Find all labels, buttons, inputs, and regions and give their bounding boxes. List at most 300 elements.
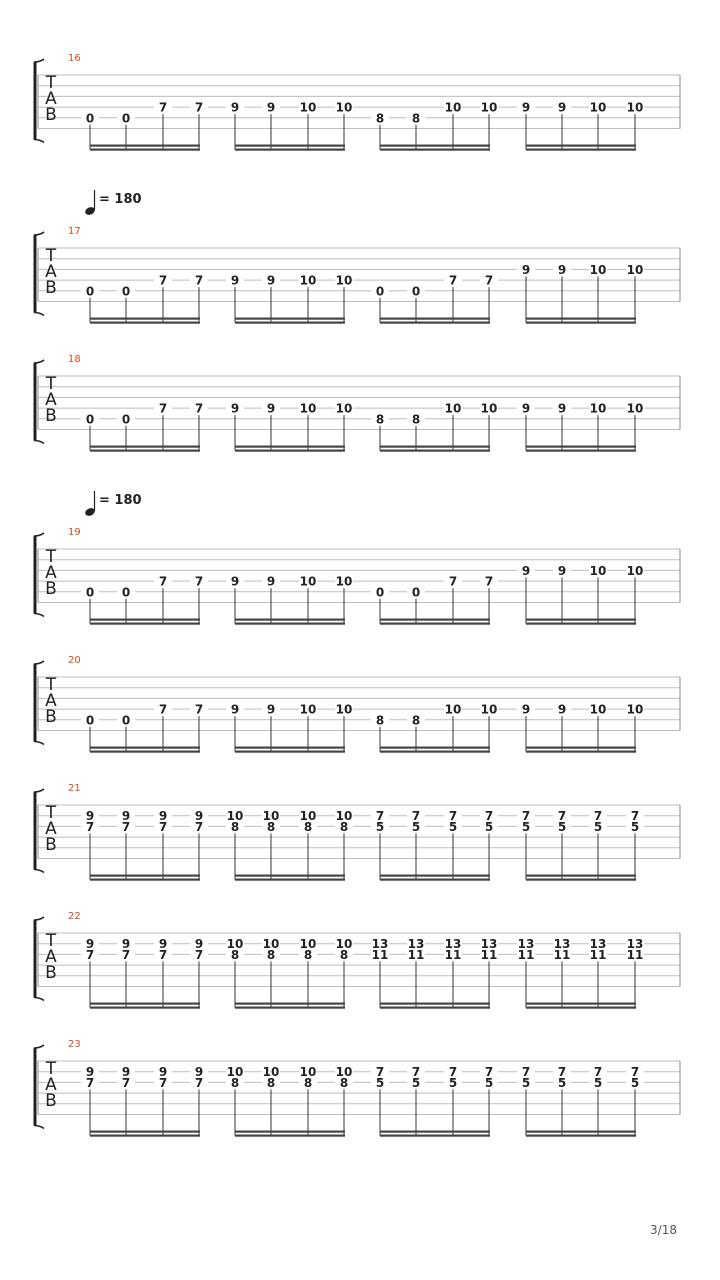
- fret-number: 8: [266, 819, 276, 834]
- fret-number: 8: [339, 1075, 349, 1090]
- bracket-top-hook: [34, 661, 44, 664]
- fret-number: 7: [85, 947, 95, 962]
- fret-number: 8: [339, 819, 349, 834]
- beam: [380, 1131, 490, 1133]
- fret-number: 10: [262, 937, 280, 952]
- beam: [235, 450, 345, 452]
- tab-letter-a: A: [45, 947, 57, 967]
- fret-number: 13: [553, 937, 571, 952]
- tab-system-18: [34, 354, 680, 452]
- bracket-top-hook: [34, 1045, 44, 1048]
- tab-letter-a: A: [45, 563, 57, 583]
- fret-number: 5: [411, 1075, 421, 1090]
- measure-number: 18: [68, 354, 81, 365]
- measure-number: 21: [68, 783, 81, 794]
- beam: [90, 1007, 200, 1009]
- fret-number: 9: [230, 100, 240, 115]
- fret-number: 7: [158, 819, 168, 834]
- fret-number: 9: [121, 809, 131, 824]
- fret-number: 5: [484, 1075, 494, 1090]
- fret-number: 7: [158, 947, 168, 962]
- bracket-bottom-hook: [34, 441, 44, 444]
- fret-number: 0: [85, 284, 95, 299]
- beam: [90, 322, 200, 324]
- fret-number: 9: [158, 1065, 168, 1080]
- beam: [90, 875, 200, 877]
- tab-system-17: [34, 226, 680, 324]
- fret-number: 0: [85, 111, 95, 126]
- bracket-bottom-hook: [34, 998, 44, 1001]
- fret-number: 9: [557, 262, 567, 277]
- fret-number: 10: [335, 937, 353, 952]
- beam: [380, 619, 490, 621]
- fret-number: 10: [626, 563, 644, 578]
- tab-letter-a: A: [45, 390, 57, 410]
- fret-number: 10: [335, 809, 353, 824]
- fret-number: 7: [484, 1065, 494, 1080]
- fret-number: 10: [335, 401, 353, 416]
- fret-number: 11: [626, 947, 644, 962]
- fret-number: 7: [448, 1065, 458, 1080]
- beam: [380, 623, 490, 625]
- fret-number: 9: [194, 937, 204, 952]
- beam: [526, 747, 636, 749]
- fret-number: 9: [194, 809, 204, 824]
- tab-letter-t: T: [45, 246, 57, 266]
- fret-number: 5: [448, 1075, 458, 1090]
- fret-number: 0: [121, 111, 131, 126]
- beam: [380, 1003, 490, 1005]
- fret-number: 9: [266, 401, 276, 416]
- fret-number: 8: [411, 111, 421, 126]
- beam: [380, 149, 490, 151]
- fret-number: 7: [484, 273, 494, 288]
- fret-number: 8: [411, 713, 421, 728]
- fret-number: 8: [375, 412, 385, 427]
- tab-letter-b: B: [45, 963, 57, 983]
- fret-number: 13: [444, 937, 462, 952]
- fret-number: 11: [407, 947, 425, 962]
- tab-system-20: [34, 655, 680, 753]
- fret-number: 5: [521, 1075, 531, 1090]
- fret-number: 9: [557, 401, 567, 416]
- beam: [526, 1131, 636, 1133]
- fret-number: 10: [480, 401, 498, 416]
- fret-number: 8: [375, 111, 385, 126]
- fret-number: 8: [375, 713, 385, 728]
- fret-number: 7: [411, 1065, 421, 1080]
- fret-number: 9: [266, 273, 276, 288]
- fret-number: 10: [335, 100, 353, 115]
- fret-number: 8: [230, 1075, 240, 1090]
- fret-number: 10: [444, 702, 462, 717]
- measure-number: 19: [68, 527, 81, 538]
- beam: [235, 149, 345, 151]
- fret-number: 10: [262, 1065, 280, 1080]
- fret-number: 10: [444, 100, 462, 115]
- fret-number: 9: [85, 1065, 95, 1080]
- fret-number: 10: [226, 937, 244, 952]
- tab-letter-b: B: [45, 1091, 57, 1111]
- beam: [90, 751, 200, 753]
- fret-number: 10: [299, 809, 317, 824]
- beam: [235, 1131, 345, 1133]
- fret-number: 13: [589, 937, 607, 952]
- fret-number: 13: [517, 937, 535, 952]
- fret-number: 10: [262, 809, 280, 824]
- fret-number: 5: [630, 819, 640, 834]
- tab-letter-a: A: [45, 819, 57, 839]
- measure-number: 17: [68, 226, 81, 237]
- fret-number: 5: [593, 819, 603, 834]
- bracket-bottom-hook: [34, 614, 44, 617]
- tab-letter-a: A: [45, 89, 57, 109]
- fret-number: 7: [593, 1065, 603, 1080]
- tab-system-16: [34, 53, 680, 151]
- fret-number: 0: [375, 284, 385, 299]
- bracket-bottom-hook: [34, 870, 44, 873]
- fret-number: 9: [158, 937, 168, 952]
- fret-number: 8: [266, 947, 276, 962]
- fret-number: 10: [335, 273, 353, 288]
- tab-letter-t: T: [45, 547, 57, 567]
- beam: [526, 1135, 636, 1137]
- beam: [90, 1003, 200, 1005]
- bracket-bottom-hook: [34, 742, 44, 745]
- beam: [235, 619, 345, 621]
- tempo-mark: [84, 190, 142, 216]
- fret-number: 10: [589, 702, 607, 717]
- fret-number: 7: [448, 809, 458, 824]
- fret-number: 7: [121, 947, 131, 962]
- fret-number: 8: [303, 1075, 313, 1090]
- fret-number: 9: [158, 809, 168, 824]
- beam: [235, 1007, 345, 1009]
- beam: [235, 1003, 345, 1005]
- fret-number: 10: [626, 262, 644, 277]
- fret-number: 11: [444, 947, 462, 962]
- fret-number: 0: [121, 412, 131, 427]
- fret-number: 10: [626, 702, 644, 717]
- fret-number: 9: [121, 1065, 131, 1080]
- fret-number: 10: [626, 100, 644, 115]
- tab-letter-a: A: [45, 262, 57, 282]
- fret-number: 11: [480, 947, 498, 962]
- tab-system-19: [34, 527, 680, 625]
- tab-letter-b: B: [45, 579, 57, 599]
- fret-number: 10: [226, 1065, 244, 1080]
- fret-number: 5: [375, 819, 385, 834]
- beam: [90, 149, 200, 151]
- fret-number: 9: [521, 100, 531, 115]
- beam: [235, 747, 345, 749]
- beam: [526, 446, 636, 448]
- fret-number: 11: [553, 947, 571, 962]
- fret-number: 9: [521, 262, 531, 277]
- fret-number: 9: [266, 574, 276, 589]
- beam: [235, 446, 345, 448]
- tab-letter-a: A: [45, 1075, 57, 1095]
- beam: [235, 879, 345, 881]
- tab-letter-b: B: [45, 278, 57, 298]
- fret-number: 7: [194, 702, 204, 717]
- fret-number: 10: [589, 100, 607, 115]
- fret-number: 8: [230, 947, 240, 962]
- fret-number: 9: [557, 100, 567, 115]
- beam: [90, 623, 200, 625]
- tab-letter-t: T: [45, 73, 57, 93]
- fret-number: 11: [517, 947, 535, 962]
- fret-number: 10: [589, 401, 607, 416]
- beam: [90, 1135, 200, 1137]
- fret-number: 7: [158, 574, 168, 589]
- fret-number: 8: [303, 819, 313, 834]
- fret-number: 10: [480, 100, 498, 115]
- fret-number: 7: [121, 819, 131, 834]
- fret-number: 5: [593, 1075, 603, 1090]
- bracket-top-hook: [34, 59, 44, 62]
- tab-letter-a: A: [45, 691, 57, 711]
- fret-number: 5: [557, 1075, 567, 1090]
- beam: [526, 619, 636, 621]
- fret-number: 13: [626, 937, 644, 952]
- fret-number: 7: [484, 809, 494, 824]
- tab-system-23: [34, 1039, 680, 1137]
- bracket-top-hook: [34, 789, 44, 792]
- beam: [235, 145, 345, 147]
- fret-number: 9: [266, 100, 276, 115]
- beam: [90, 619, 200, 621]
- fret-number: 13: [480, 937, 498, 952]
- fret-number: 7: [121, 1075, 131, 1090]
- beam: [380, 450, 490, 452]
- tab-letter-b: B: [45, 105, 57, 125]
- fret-number: 0: [411, 585, 421, 600]
- fret-number: 10: [335, 1065, 353, 1080]
- page-number: 3/18: [650, 1223, 677, 1237]
- beam: [235, 318, 345, 320]
- fret-number: 8: [266, 1075, 276, 1090]
- bracket-top-hook: [34, 232, 44, 235]
- fret-number: 10: [335, 574, 353, 589]
- fret-number: 5: [521, 819, 531, 834]
- measure-number: 16: [68, 53, 81, 64]
- beam: [526, 879, 636, 881]
- tab-system-22: [34, 911, 680, 1009]
- tab-letter-b: B: [45, 835, 57, 855]
- tab-letter-t: T: [45, 374, 57, 394]
- fret-number: 9: [521, 563, 531, 578]
- beam: [90, 450, 200, 452]
- fret-number: 10: [626, 401, 644, 416]
- beam: [526, 751, 636, 753]
- beam: [90, 1131, 200, 1133]
- tempo-mark: [84, 491, 142, 517]
- tab-letter-b: B: [45, 406, 57, 426]
- tab-system-21: [34, 783, 680, 881]
- bracket-bottom-hook: [34, 140, 44, 143]
- fret-number: 5: [557, 819, 567, 834]
- beam: [90, 747, 200, 749]
- measure-number: 23: [68, 1039, 81, 1050]
- beam: [90, 446, 200, 448]
- fret-number: 7: [448, 574, 458, 589]
- beam: [235, 875, 345, 877]
- fret-number: 8: [303, 947, 313, 962]
- fret-number: 10: [299, 702, 317, 717]
- fret-number: 7: [158, 1075, 168, 1090]
- fret-number: 7: [194, 273, 204, 288]
- fret-number: 10: [299, 100, 317, 115]
- fret-number: 0: [121, 284, 131, 299]
- fret-number: 0: [411, 284, 421, 299]
- bracket-bottom-hook: [34, 313, 44, 316]
- fret-number: 9: [230, 273, 240, 288]
- beam: [235, 322, 345, 324]
- fret-number: 9: [85, 937, 95, 952]
- beam: [380, 751, 490, 753]
- fret-number: 9: [521, 702, 531, 717]
- beam: [235, 623, 345, 625]
- tab-letter-t: T: [45, 675, 57, 695]
- fret-number: 7: [194, 401, 204, 416]
- beam: [380, 1007, 490, 1009]
- beam: [526, 145, 636, 147]
- beam: [380, 879, 490, 881]
- fret-number: 7: [411, 809, 421, 824]
- beam: [526, 1003, 636, 1005]
- tempo-text: = 180: [99, 493, 142, 508]
- fret-number: 5: [484, 819, 494, 834]
- fret-number: 7: [521, 1065, 531, 1080]
- fret-number: 7: [194, 100, 204, 115]
- fret-number: 9: [230, 401, 240, 416]
- beam: [526, 322, 636, 324]
- beam: [380, 446, 490, 448]
- bracket-top-hook: [34, 360, 44, 363]
- fret-number: 7: [375, 809, 385, 824]
- fret-number: 5: [448, 819, 458, 834]
- fret-number: 10: [480, 702, 498, 717]
- beam: [380, 1135, 490, 1137]
- fret-number: 0: [85, 412, 95, 427]
- fret-number: 13: [371, 937, 389, 952]
- bracket-bottom-hook: [34, 1126, 44, 1129]
- beam: [380, 145, 490, 147]
- fret-number: 5: [411, 819, 421, 834]
- tempo-text: = 180: [99, 192, 142, 207]
- fret-number: 11: [589, 947, 607, 962]
- fret-number: 0: [375, 585, 385, 600]
- fret-number: 7: [85, 1075, 95, 1090]
- beam: [526, 623, 636, 625]
- fret-number: 7: [448, 273, 458, 288]
- fret-number: 7: [158, 100, 168, 115]
- fret-number: 9: [230, 702, 240, 717]
- fret-number: 7: [85, 819, 95, 834]
- fret-number: 9: [521, 401, 531, 416]
- fret-number: 10: [299, 574, 317, 589]
- beam: [235, 751, 345, 753]
- beam: [380, 318, 490, 320]
- fret-number: 8: [230, 819, 240, 834]
- measure-number: 20: [68, 655, 81, 666]
- tab-letter-t: T: [45, 1059, 57, 1079]
- fret-number: 9: [194, 1065, 204, 1080]
- bracket-top-hook: [34, 533, 44, 536]
- fret-number: 10: [299, 401, 317, 416]
- fret-number: 7: [194, 819, 204, 834]
- fret-number: 9: [266, 702, 276, 717]
- fret-number: 10: [299, 937, 317, 952]
- fret-number: 5: [375, 1075, 385, 1090]
- fret-number: 7: [593, 809, 603, 824]
- fret-number: 7: [158, 273, 168, 288]
- fret-number: 8: [411, 412, 421, 427]
- fret-number: 10: [299, 273, 317, 288]
- fret-number: 13: [407, 937, 425, 952]
- fret-number: 11: [371, 947, 389, 962]
- fret-number: 0: [121, 713, 131, 728]
- fret-number: 9: [557, 702, 567, 717]
- tab-letter-b: B: [45, 707, 57, 727]
- fret-number: 7: [521, 809, 531, 824]
- fret-number: 7: [557, 809, 567, 824]
- fret-number: 7: [630, 809, 640, 824]
- fret-number: 7: [194, 1075, 204, 1090]
- fret-number: 10: [444, 401, 462, 416]
- fret-number: 10: [226, 809, 244, 824]
- fret-number: 10: [299, 1065, 317, 1080]
- fret-number: 8: [339, 947, 349, 962]
- fret-number: 0: [121, 585, 131, 600]
- fret-number: 0: [85, 713, 95, 728]
- beam: [90, 318, 200, 320]
- bracket-top-hook: [34, 917, 44, 920]
- fret-number: 7: [375, 1065, 385, 1080]
- beam: [380, 875, 490, 877]
- measure-number: 22: [68, 911, 81, 922]
- fret-number: 9: [85, 809, 95, 824]
- tab-letter-t: T: [45, 803, 57, 823]
- fret-number: 9: [121, 937, 131, 952]
- fret-number: 7: [194, 947, 204, 962]
- fret-number: 7: [158, 401, 168, 416]
- fret-number: 7: [630, 1065, 640, 1080]
- beam: [90, 145, 200, 147]
- fret-number: 10: [589, 563, 607, 578]
- beam: [526, 318, 636, 320]
- fret-number: 10: [335, 702, 353, 717]
- fret-number: 5: [630, 1075, 640, 1090]
- fret-number: 7: [194, 574, 204, 589]
- beam: [235, 1135, 345, 1137]
- fret-number: 7: [158, 702, 168, 717]
- fret-number: 10: [589, 262, 607, 277]
- fret-number: 0: [85, 585, 95, 600]
- beam: [526, 875, 636, 877]
- fret-number: 7: [557, 1065, 567, 1080]
- fret-number: 9: [557, 563, 567, 578]
- beam: [90, 879, 200, 881]
- beam: [380, 322, 490, 324]
- beam: [526, 149, 636, 151]
- fret-number: 7: [484, 574, 494, 589]
- fret-number: 9: [230, 574, 240, 589]
- beam: [380, 747, 490, 749]
- tab-letter-t: T: [45, 931, 57, 951]
- beam: [526, 1007, 636, 1009]
